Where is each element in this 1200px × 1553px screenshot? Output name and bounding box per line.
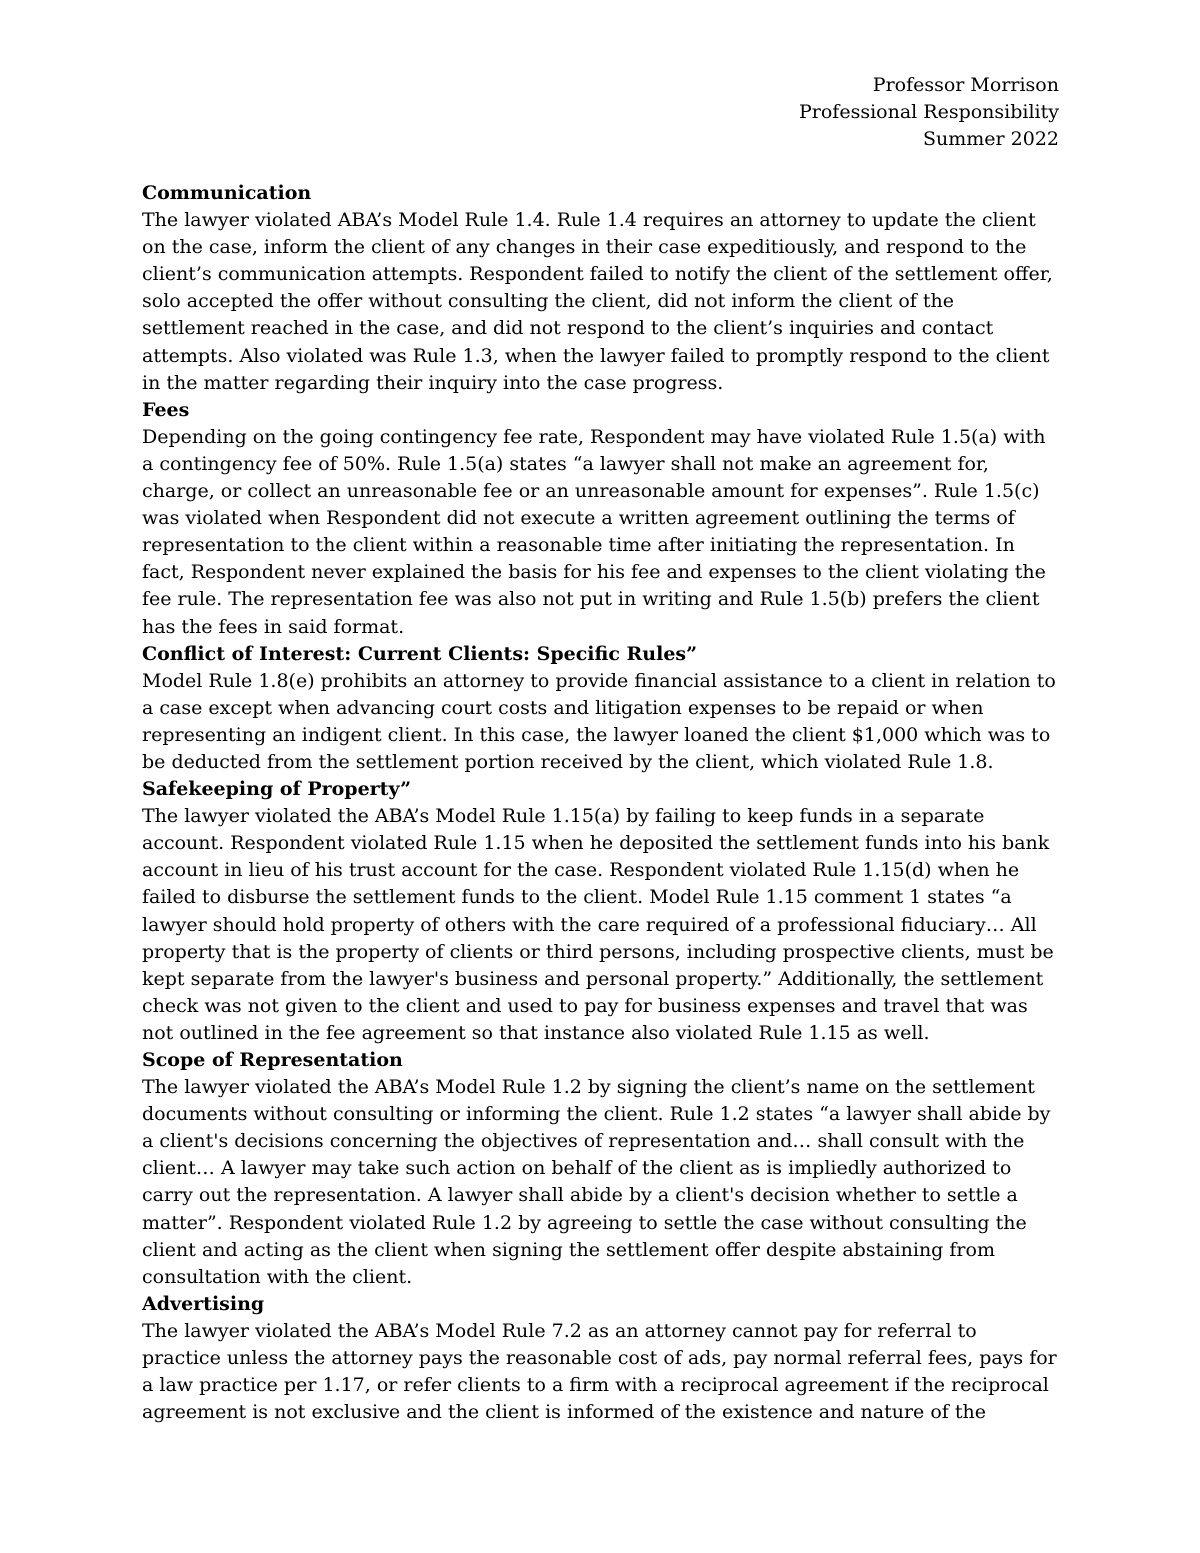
section-advertising	[142, 1291, 1060, 1426]
section-heading: Conflict of Interest: Current Clients: Specific Rules”	[142, 642, 698, 665]
course-name: Professional Responsibility	[798, 101, 1059, 123]
section-fees	[142, 397, 1060, 641]
document-header	[799, 72, 1059, 153]
section-text: Depending on the going contingency fee rate, Respondent may have violated Rule 1.5(a) with a contingency fee of 50%. Rule 1.5(a) states “a lawyer shall not make an agreement for, charge, or collect an unreasonable fee or an unreasonable amount for expenses”. Rule 1.5(c) was violated when Respondent did not execute a written agreement outlining the terms of representation to the client within a reasonable time after initiating the representation. In fact, Respondent never explained the basis for his fee and expenses to the client violating the fee rule. The representation fee was also not put in writing and Rule 1.5(b) prefers the client has the fees in said format.	[142, 425, 1046, 638]
section-safekeeping-of-property	[142, 776, 1060, 1047]
section-heading: Scope of Representation	[142, 1049, 403, 1071]
term: Summer 2022	[922, 128, 1059, 150]
document-body	[142, 180, 1060, 1426]
section-heading: Communication	[142, 182, 312, 204]
section-conflict-of-interest	[142, 641, 1060, 776]
professor-name: Professor Morrison	[872, 74, 1059, 96]
section-heading: Safekeeping of Property”	[142, 778, 412, 801]
section-text: Model Rule 1.8(e) prohibits an attorney to provide financial assistance to a client in relation to a case except when advancing court costs and litigation expenses to be repaid or when representing an indigent client. In this case, the lawyer loaned the client $1,000 which was to be deducted from the settlement portion received by the client, which violated Rule 1.8.	[142, 669, 1056, 773]
section-text: The lawyer violated the ABA’s Model Rule 7.2 as an attorney cannot pay for referral to practice unless the attorney pays the reasonable cost of ads, pay normal referral fees, pays for a law practice per 1.17, or refer clients to a firm with a reciprocal agreement if the reciprocal agreement is not exclusive and the client is informed of the existence and nature of the	[142, 1319, 1057, 1424]
section-text: The lawyer violated the ABA’s Model Rule 1.15(a) by failing to keep funds in a separate account. Respondent violated Rule 1.15 when he deposited the settlement funds into his bank account in lieu of his trust account for the case. Respondent violated Rule 1.15(d) when he failed to disburse the settlement funds to the client. Model Rule 1.15 comment 1 states “a lawyer should hold property of others with the care required of a professional fiduciary… All property that is the property of clients or third persons, including prospective clients, must be kept separate from the lawyer's business and personal property.” Additionally, the settlement check was not given to the client and used to pay for business expenses and travel that was not outlined in the fee agreement so that instance also violated Rule 1.15 as well.	[142, 805, 1054, 1044]
section-scope-of-representation	[142, 1047, 1060, 1291]
section-text: The lawyer violated ABA’s Model Rule 1.4. Rule 1.4 requires an attorney to update the client on the case, inform the client of any changes in their case expeditiously, and respond to the client’s communication attempts. Respondent failed to notify the client of the settlement offer, solo accepted the offer without consulting the client, did not inform the client of the settlement reached in the case, and did not respond to the client’s inquiries and contact attempts. Also violated was Rule 1.3, when the lawyer failed to promptly respond to the client in the matter regarding their inquiry into the case progress.	[142, 209, 1053, 394]
section-heading: Fees	[142, 398, 190, 421]
section-communication	[142, 180, 1060, 397]
section-heading: Advertising	[142, 1292, 265, 1315]
section-text: The lawyer violated the ABA’s Model Rule 1.2 by signing the client’s name on the settlement documents without consulting or informing the client. Rule 1.2 states “a lawyer shall abide by a client's decisions concerning the objectives of representation and… shall consult with the client… A lawyer may take such action on behalf of the client as is impliedly authorized to carry out the representation. A lawyer shall abide by a client's decision whether to settle a matter”. Respondent violated Rule 1.2 by agreeing to settle the case without consulting the client and acting as the client when signing the settlement offer despite abstaining from consultation with the client.	[142, 1076, 1051, 1288]
